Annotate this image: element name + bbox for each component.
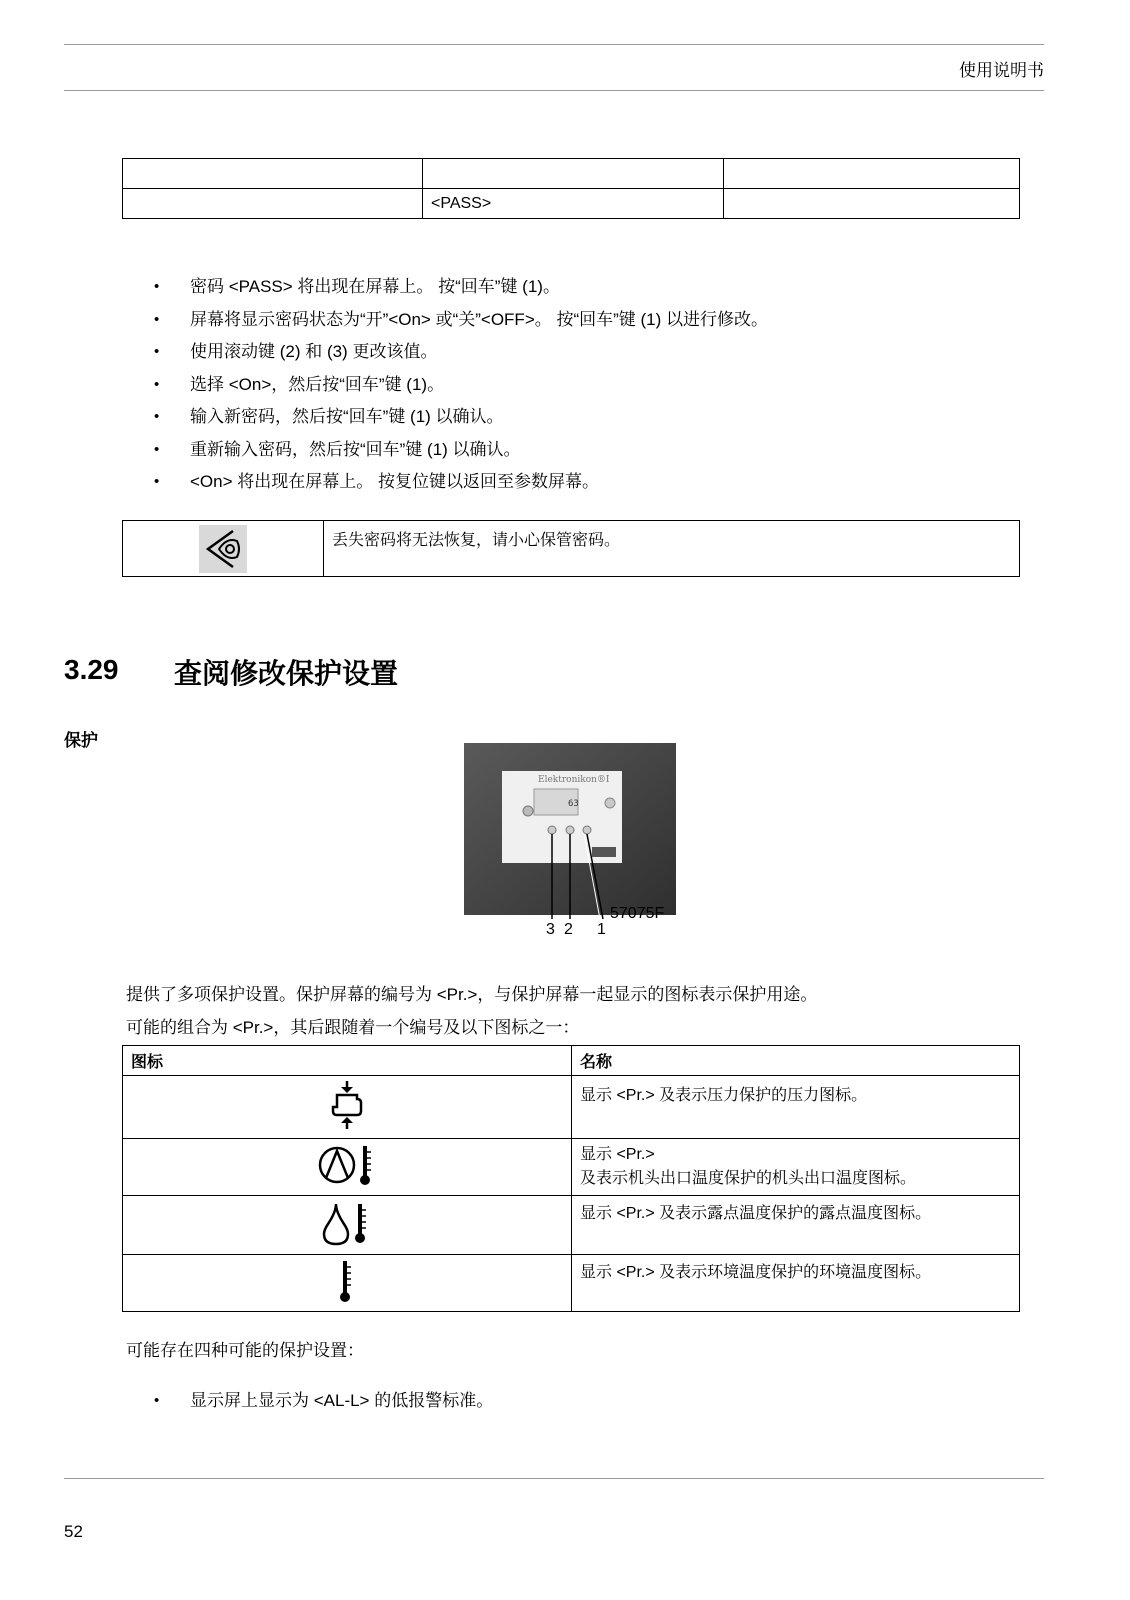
description-line: 显示 <Pr.>	[580, 1146, 655, 1163]
controller-display-value: 63	[568, 799, 579, 809]
table-row	[123, 1196, 1020, 1255]
dewpoint-temperature-icon	[320, 1200, 374, 1246]
icon-description	[572, 1139, 1020, 1196]
icon-description	[572, 1076, 1020, 1139]
element-outlet-temperature-icon	[315, 1143, 379, 1187]
controller-figure	[464, 743, 676, 943]
callout-label: 1	[597, 921, 606, 938]
paragraph: 可能的组合为 <Pr.>，其后跟随着一个编号及以下图标之一：	[126, 1018, 580, 1037]
icon-table	[122, 1045, 1020, 1312]
list-item: • 显示屏上显示为 <AL-L> 的低报警标准。	[154, 1386, 1014, 1419]
description-line: 及表示机头出口温度保护的机头出口温度图标。	[580, 1170, 917, 1187]
controller-brand: Elektronikon®I	[538, 775, 610, 785]
icon-description	[572, 1196, 1020, 1255]
pass-table-cell	[423, 159, 724, 189]
table-row	[123, 1255, 1020, 1312]
ambient-temperature-icon	[337, 1257, 357, 1305]
icon-table-header: 名称	[572, 1046, 1020, 1076]
header-top-rule	[64, 44, 1044, 45]
list-item: • <On> 将出现在屏幕上。 按复位键以返回至参数屏幕。	[154, 467, 1014, 500]
icon-description	[572, 1255, 1020, 1312]
list-item: • 使用滚动键 (2) 和 (3) 更改该值。	[154, 337, 1014, 370]
callout-label: 2	[564, 921, 573, 938]
description-line: 显示 <Pr.> 及表示露点温度保护的露点温度图标。	[580, 1205, 932, 1222]
icon-cell	[123, 1196, 572, 1255]
pass-table-cell	[724, 189, 1020, 219]
paragraph: 提供了多项保护设置。保护屏幕的编号为 <Pr.>，与保护屏幕一起显示的图标表示保护用途。	[126, 985, 818, 1004]
header-bottom-rule	[64, 90, 1044, 91]
callout-label: 3	[546, 921, 555, 938]
section-number: 3.29	[64, 654, 119, 685]
list-item: • 重新输入密码，然后按“回车”键 (1) 以确认。	[154, 435, 1014, 468]
list-item: • 输入新密码，然后按“回车”键 (1) 以确认。	[154, 402, 1014, 435]
pass-table-cell	[123, 189, 423, 219]
steps-list	[154, 272, 1014, 500]
section-title: 查阅修改保护设置	[174, 658, 399, 689]
header-title: 使用说明书	[959, 61, 1044, 80]
table-row	[123, 1139, 1020, 1196]
page-number: 52	[64, 1522, 83, 1541]
table-row	[123, 1076, 1020, 1139]
pressure-icon	[329, 1079, 365, 1131]
footer-rule	[64, 1478, 1044, 1479]
icon-cell	[123, 1076, 572, 1139]
icon-cell	[123, 1255, 572, 1312]
description-line: 显示 <Pr.> 及表示环境温度保护的环境温度图标。	[580, 1264, 932, 1281]
pass-table-cell: <PASS>	[423, 189, 724, 219]
list-item: • 选择 <On>，然后按“回车”键 (1)。	[154, 370, 1014, 403]
icon-table-header: 图标	[123, 1046, 572, 1076]
list-item: • 屏幕将显示密码状态为“开”<On> 或“关”<OFF>。 按“回车”键 (1) 以进行修改。	[154, 305, 1014, 338]
icon-cell	[123, 1139, 572, 1196]
warning-text: 丢失密码将无法恢复，请小心保管密码。	[324, 521, 1020, 577]
description-line: 显示 <Pr.> 及表示压力保护的压力图标。	[580, 1087, 868, 1104]
list-item: • 密码 <PASS> 将出现在屏幕上。 按“回车”键 (1)。	[154, 272, 1014, 305]
pass-table-cell	[724, 159, 1020, 189]
eye-warning-icon	[199, 525, 247, 573]
figure-reference-code: 57075F	[610, 905, 665, 922]
protection-list	[154, 1386, 1014, 1419]
paragraph: 可能存在四种可能的保护设置：	[126, 1341, 364, 1360]
warning-icon-cell	[123, 521, 324, 577]
warning-box	[122, 520, 1020, 577]
pass-table-cell	[123, 159, 423, 189]
subheading: 保护	[64, 731, 98, 750]
pass-table	[122, 158, 1020, 219]
